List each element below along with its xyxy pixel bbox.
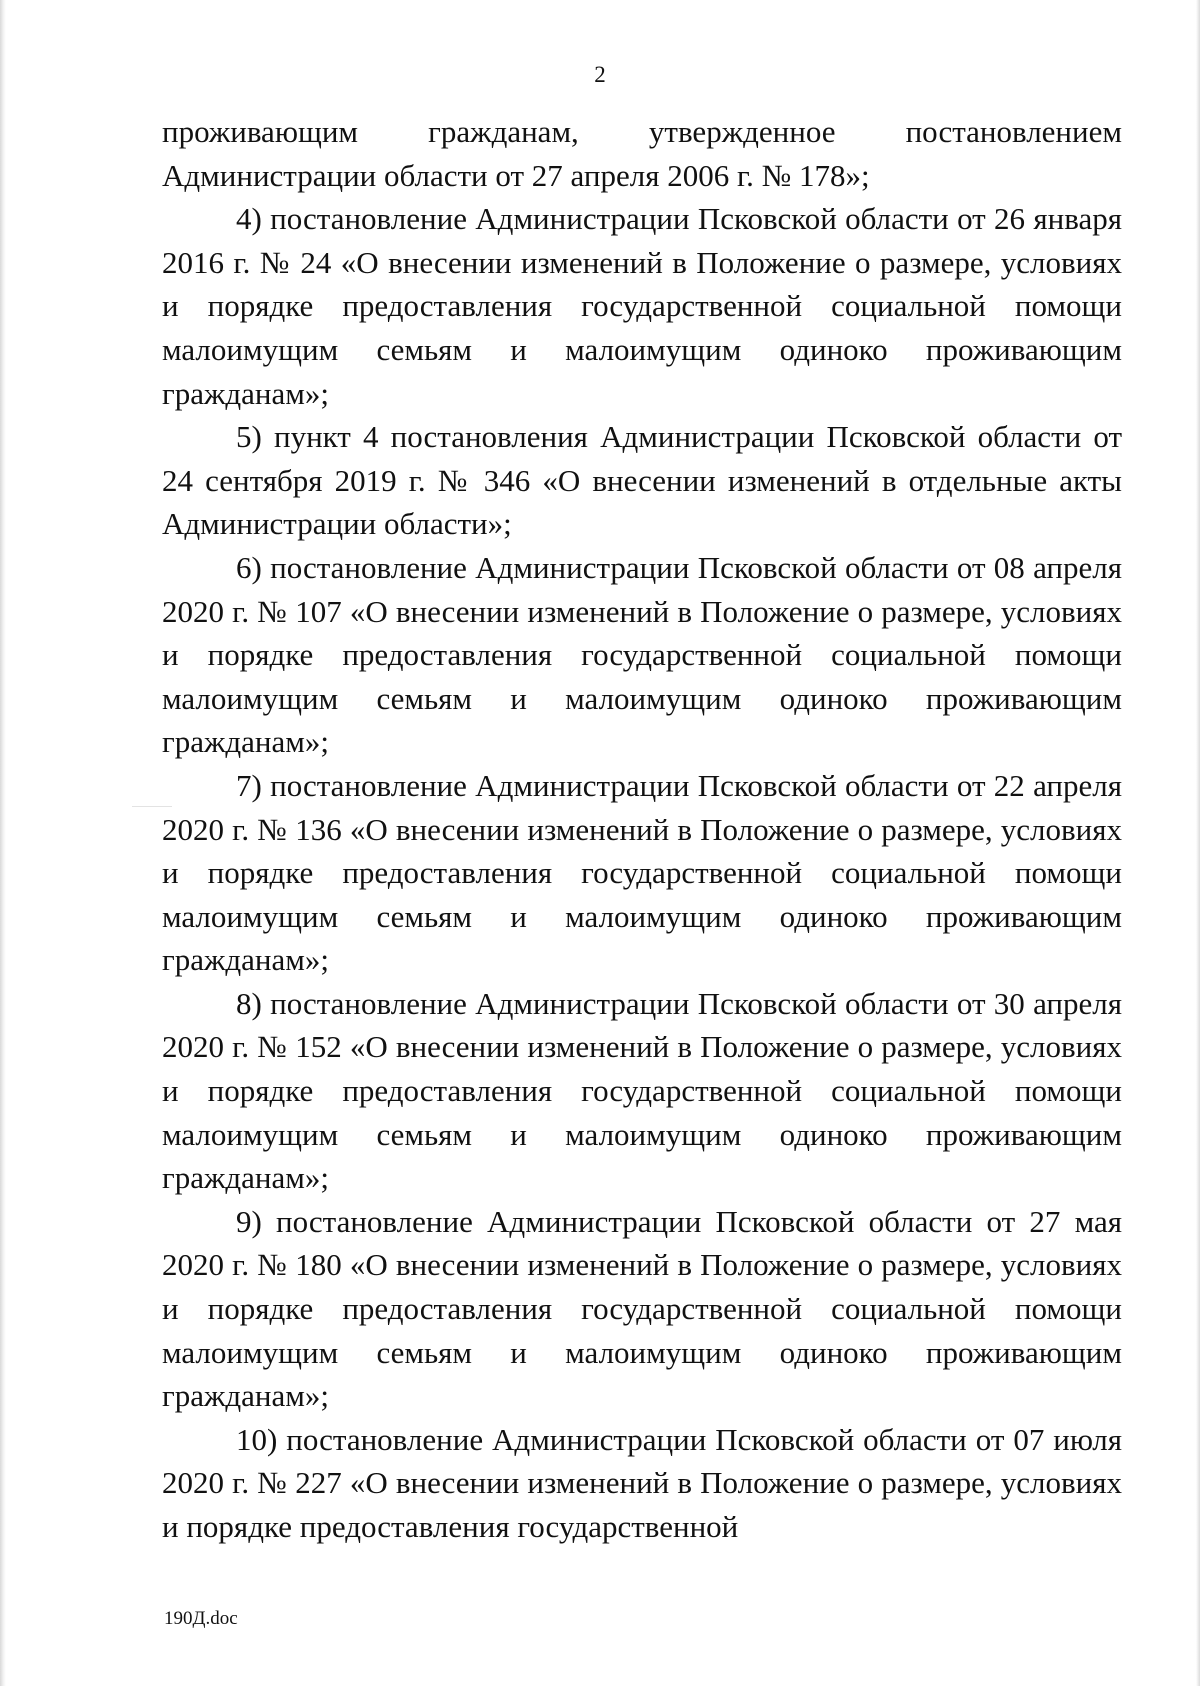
footer-filename: 190Д.doc	[164, 1608, 238, 1629]
list-item-9: 9) постановление Администрации Псковской области от 27 мая 2020 г. № 180 «О внесении изменений в Положение о размере, условиях и порядке предоставления государственной социальной помощи малоимущим семьям и малоимущим одиноко проживающим гражданам»;	[162, 1203, 1122, 1414]
scan-edge-right	[1196, 0, 1200, 1686]
scan-edge-left	[0, 0, 6, 1686]
list-item-6: 6) постановление Администрации Псковской области от 08 апреля 2020 г. № 107 «О внесении изменений в Положение о размере, условиях и порядке предоставления государственной социальной помощи малоимущим семьям и малоимущим одиноко проживающим гражданам»;	[162, 549, 1122, 760]
paragraph-continuation: проживающим гражданам, утвержденное постановлением Администрации области от 27 апреля 2006 г. № 178»;	[162, 114, 1122, 193]
list-item-10: 10) постановление Администрации Псковской области от 07 июля 2020 г. № 227 «О внесении изменений в Положение о размере, условиях и порядке предоставления государственной	[162, 1421, 1122, 1544]
list-item-7: 7) постановление Администрации Псковской области от 22 апреля 2020 г. № 136 «О внесении изменений в Положение о размере, условиях и порядке предоставления государственной социальной помощи малоимущим семьям и малоимущим одиноко проживающим гражданам»;	[162, 767, 1122, 978]
list-item-4: 4) постановление Администрации Псковской области от 26 января 2016 г. № 24 «О внесении изменений в Положение о размере, условиях и порядке предоставления государственной социальной помощи малоимущим семьям и малоимущим одиноко проживающим гражданам»;	[162, 201, 1122, 411]
list-item-5: 5) пункт 4 постановления Администрации Псковской области от 24 сентября 2019 г. № 346 «О внесении изменений в отдельные акты Администрации области»;	[162, 419, 1122, 542]
list-item-8: 8) постановление Администрации Псковской области от 30 апреля 2020 г. № 152 «О внесении изменений в Положение о размере, условиях и порядке предоставления государственной социальной помощи малоимущим семьям и малоимущим одиноко проживающим гражданам»;	[162, 985, 1122, 1196]
margin-mark	[132, 806, 172, 807]
document-body	[162, 110, 1122, 1549]
page-number: 2	[594, 62, 606, 87]
